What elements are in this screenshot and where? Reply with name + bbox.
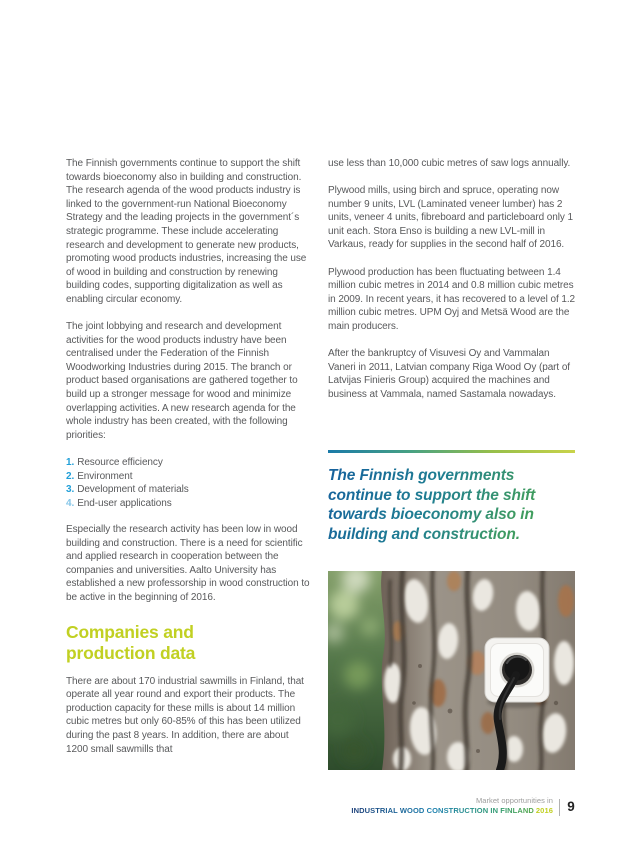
list-item-label: End-user applications — [77, 498, 172, 510]
footer-year: 2016 — [535, 806, 553, 815]
list-number: 1. — [66, 456, 75, 468]
footer-separator — [559, 799, 560, 816]
photo-birch-socket — [328, 571, 575, 770]
priorities-list — [66, 456, 312, 511]
list-item-label: Resource efficiency — [77, 456, 163, 468]
list-number: 3. — [66, 484, 75, 496]
list-item-label: Environment — [77, 470, 133, 482]
paragraph: After the bankruptcy of Visuvesi Oy and Vammalan Vaneri in 2011, Latvian company Riga Wood Oy (part of Latvijas Finieris Group) acquired the machines and business at Vammala, named Sastamala nowadays. — [328, 348, 571, 400]
section-heading: Companies and production data — [66, 621, 196, 663]
paragraph: The Finnish governments continue to support the shift towards bioeconomy also in building and construction. The research agenda of the wood products industry is linked to the government-run National Bioeconomy Strategy and the leading projects in the government´s strategic programme. These include accelerating research and development to generate new products, promoting wood products industries, increasing the use of wood in building and construction by renewing building codes, supporting digitalization as well as enabling circular economy. — [66, 158, 307, 305]
paragraph: There are about 170 industrial sawmills in Finland, that operate all year round and export their products. The production capacity for these mills is about 14 million cubic metres but only 60-85% of this has been utilized during the past 8 years. In addition, there are about 1200 small sawmills that — [66, 675, 304, 755]
paragraph: use less than 10,000 cubic metres of saw logs annually. — [328, 158, 571, 169]
paragraph: Plywood mills, using birch and spruce, operating now number 9 units, LVL (Laminated veneer lumber) has 2 units, veneer 4 units, fibreboard and particleboard only 1 unit each. Stora Enso is building a new LVL-mill in Varkaus, ready for supplies in the second half of 2016. — [328, 185, 573, 251]
paragraph: Plywood production has been fluctuating between 1.4 million cubic metres in 2014 and 0.8 million cubic metres in 2009. In recent years, it has recovered to a level of 1.2 million cubic metres. UPM Oyj and Metsä Wood are the main producers. — [328, 266, 576, 332]
footer-series-title — [300, 806, 553, 816]
paragraph: Especially the research activity has been low in wood building and construction. There is a need for scientific and applied research in cooperation between the companies and universities. Aalto University has established a new professorship in wood construction to be active in the beginning of 2016. — [66, 524, 310, 604]
right-column — [328, 157, 576, 415]
list-number: 4. — [66, 498, 75, 510]
left-column — [66, 157, 312, 770]
gradient-rule — [328, 450, 575, 453]
footer-title-text: INDUSTRIAL WOOD CONSTRUCTION IN FINLAND — [351, 806, 534, 815]
list-item-label: Development of materials — [77, 484, 189, 496]
list-number: 2. — [66, 470, 75, 482]
list-item — [66, 470, 312, 484]
birch-socket-illustration — [328, 571, 575, 770]
footer — [300, 796, 553, 816]
list-item — [66, 483, 312, 497]
page-number: 9 — [567, 799, 575, 814]
footer-series-label: Market opportunities in — [475, 796, 553, 805]
paragraph: The joint lobbying and research and development activities for the wood products industry have been centralised under the Federation of the Finnish Woodworking Industries during 2015. The branch or product based organisations are gathered together to build up a stronger message for wood and minimize overlapping activities. A new research agenda for the whole industry has been created, with the following priorities: — [66, 321, 298, 441]
list-item — [66, 497, 312, 511]
pull-quote: The Finnish governments continue to support the shift towards bioeconomy also in building and construction. — [328, 466, 582, 544]
list-item — [66, 456, 312, 470]
